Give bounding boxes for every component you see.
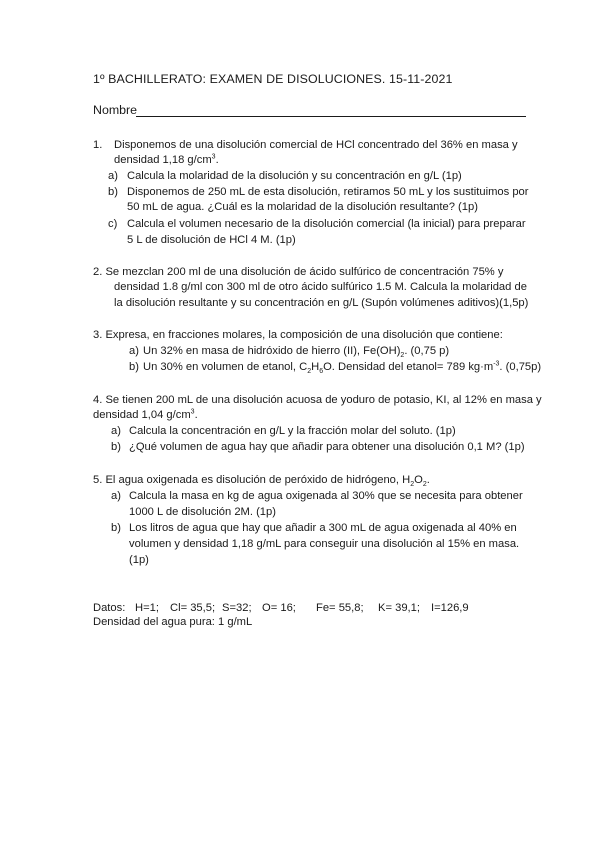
q1b-line2: 50 mL de agua. ¿Cuál es la molaridad de la disolución resultante? (1p) bbox=[127, 201, 478, 213]
q2-line2: densidad 1.8 g/ml con 300 ml de otro ácido sulfúrico 1.5 M. Calcula la molaridad de bbox=[114, 281, 527, 293]
q5-line1 bbox=[93, 473, 430, 487]
q1b-label: b) bbox=[108, 186, 118, 198]
q1c-line1: Calcula el volumen necesario de la disolución comercial (la inicial) para preparar bbox=[127, 218, 526, 230]
q3b-sub2: 6 bbox=[319, 368, 324, 376]
q4a-label: a) bbox=[111, 425, 121, 437]
q5-line1-post: . bbox=[426, 474, 430, 486]
q3-line1: 3. Expresa, en fracciones molares, la composición de una disolución que contiene: bbox=[93, 329, 503, 341]
q5-line1-sub1: 2 bbox=[410, 481, 415, 489]
q3b-mid1: H bbox=[311, 361, 320, 373]
q1-line2 bbox=[114, 153, 219, 167]
nombre-label: Nombre bbox=[93, 103, 138, 117]
q5b-line1: Los litros de agua que hay que añadir a 300 mL de agua oxigenada al 40% en bbox=[129, 522, 517, 534]
nombre-blank-line bbox=[136, 116, 526, 117]
q5-line1-sub2: 2 bbox=[422, 481, 427, 489]
q1-line1 bbox=[114, 138, 528, 152]
q3b-label: b) bbox=[129, 361, 139, 373]
q1c-label: c) bbox=[108, 218, 118, 230]
q5a-line1: Calcula la masa en kg de agua oxigenada al 30% que se necesita para obtener bbox=[129, 490, 523, 502]
q1a-label: a) bbox=[108, 170, 118, 182]
q3a-label: a) bbox=[129, 345, 139, 357]
q1a-text: Calcula la molaridad de la disolución y su concentración en g/L (1p) bbox=[127, 170, 462, 182]
q3b-pre: Un 30% en volumen de etanol, C bbox=[143, 361, 308, 373]
q5-line1-pre: 5. El agua oxigenada es disolución de peróxido de hidrógeno, H bbox=[93, 474, 411, 486]
datos-cl: Cl= 35,5; bbox=[170, 602, 216, 614]
q4-line2-sup: 3 bbox=[190, 408, 195, 416]
q3a-pre: Un 32% en masa de hidróxido de hierro (II), Fe(OH) bbox=[143, 345, 401, 357]
densidad-agua: Densidad del agua pura: 1 g/mL bbox=[93, 616, 253, 628]
q4-line1: 4. Se tienen 200 mL de una disolución acuosa de yoduro de potasio, KI, al 12% en masa y bbox=[93, 394, 542, 406]
q2-line1: 2. Se mezclan 200 ml de una disolución de ácido sulfúrico de concentración 75% y bbox=[93, 266, 504, 278]
q4b-text: ¿Qué volumen de agua hay que añadir para obtener una disolución 0,1 M? (1p) bbox=[129, 441, 525, 453]
datos-label: Datos: bbox=[93, 602, 126, 614]
datos-i: I=126,9 bbox=[431, 602, 469, 614]
q4b-label: b) bbox=[111, 441, 121, 453]
q3a-post: . (0,75 p) bbox=[404, 345, 450, 357]
q4-line2 bbox=[93, 408, 198, 422]
datos-fe: Fe= 55,8; bbox=[316, 602, 364, 614]
q4a-text: Calcula la concentración en g/L y la fracción molar del soluto. (1p) bbox=[129, 425, 456, 437]
q5b-label: b) bbox=[111, 522, 121, 534]
q5b-line3: (1p) bbox=[129, 554, 149, 566]
datos-o: O= 16; bbox=[262, 602, 296, 614]
q1-line2-text: densidad 1,18 g/cm bbox=[114, 154, 212, 166]
q1-number: 1. bbox=[93, 139, 103, 151]
exam-title: 1º BACHILLERATO: EXAMEN DE DISOLUCIONES. 15-11-2021 bbox=[93, 72, 453, 86]
q3b-sub1: 2 bbox=[307, 368, 312, 376]
q5-line1-mid: O bbox=[414, 474, 423, 486]
datos-h: H=1; bbox=[135, 602, 159, 614]
q3b-sup: -3 bbox=[493, 360, 500, 368]
q3a-sub: 2 bbox=[400, 352, 405, 360]
q3b-mid2: O. Densidad del etanol= 789 kg·m bbox=[323, 361, 494, 373]
q1-line2-post: . bbox=[215, 154, 219, 166]
datos-k: K= 39,1; bbox=[378, 602, 420, 614]
q5b-line2: volumen y densidad 1,18 g/mL para conseguir una disolución al 15% en masa. bbox=[129, 538, 520, 550]
q1b-line1: Disponemos de 250 mL de esta disolución, retiramos 50 mL y los sustituimos por bbox=[127, 186, 529, 198]
q4-line2-post: . bbox=[194, 409, 198, 421]
q2-line3: la disolución resultante y su concentración en g/L (Supón volúmenes aditivos)(1,5p) bbox=[114, 297, 529, 309]
q1c-line2: 5 L de disolución de HCl 4 M. (1p) bbox=[127, 234, 296, 246]
q1-line2-sup: 3 bbox=[211, 153, 216, 161]
q5a-label: a) bbox=[111, 490, 121, 502]
datos-s: S=32; bbox=[222, 602, 252, 614]
q1-line1-text: Disponemos de una disolución comercial de HCl concentrado del 36% en masa y bbox=[114, 139, 518, 151]
q3a-text bbox=[143, 344, 449, 358]
q4-line2-text: densidad 1,04 g/cm bbox=[93, 409, 191, 421]
q3b-post: . (0,75p) bbox=[499, 361, 542, 373]
q3b-text bbox=[143, 360, 541, 374]
q5a-line2: 1000 L de disolución 2M. (1p) bbox=[129, 506, 276, 518]
